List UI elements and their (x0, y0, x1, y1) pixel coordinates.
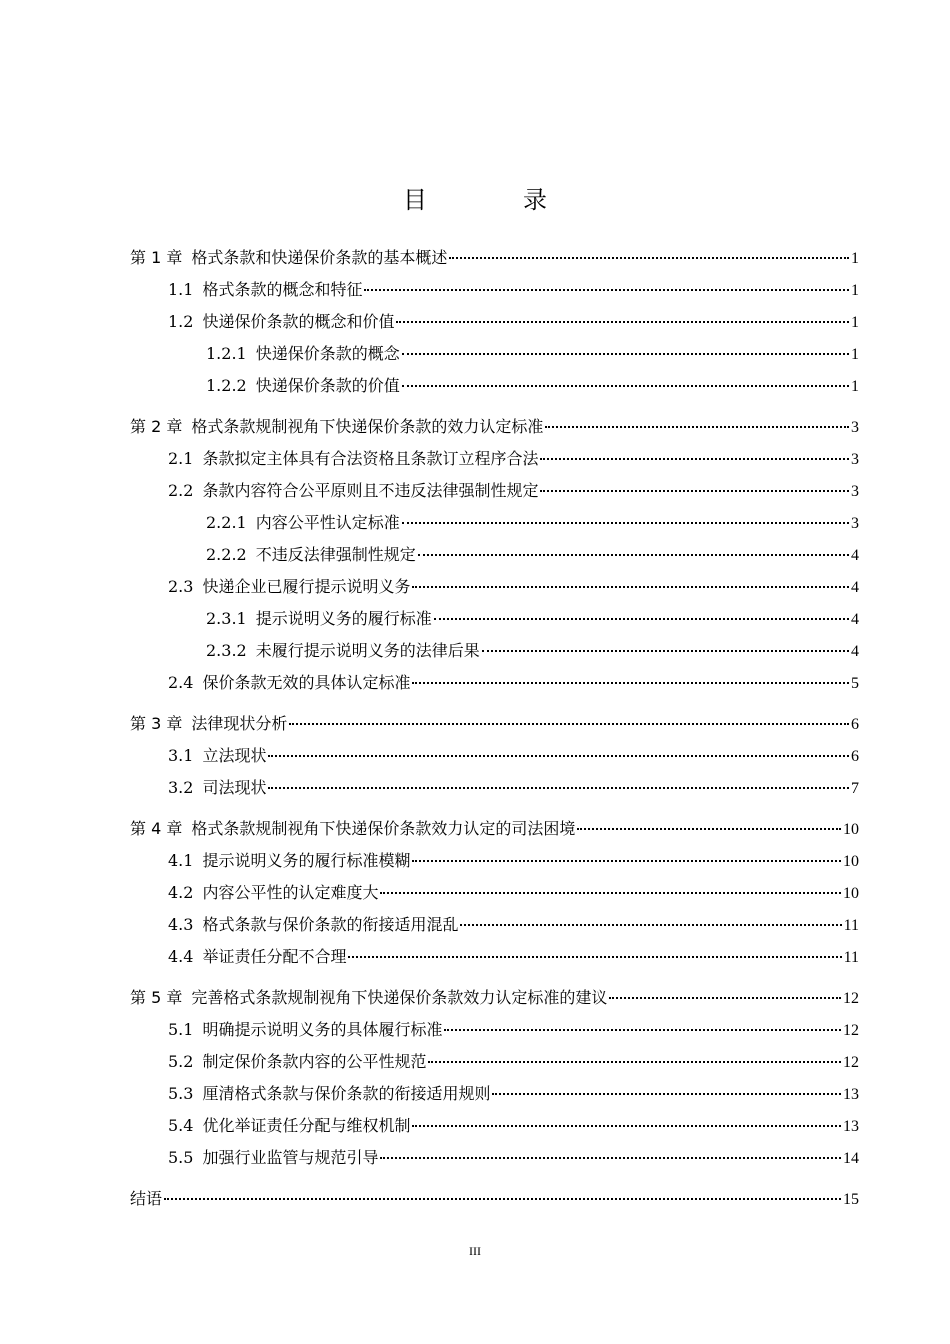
toc-entry-page: 4 (851, 547, 859, 564)
toc-entry-page: 10 (843, 821, 859, 838)
toc-entry-page: 15 (843, 1191, 859, 1208)
toc-dot-leader (444, 1029, 841, 1031)
toc-entry-number: 3.1 (168, 746, 194, 765)
toc-entry-page: 6 (851, 716, 859, 733)
toc-entry-title: 优化举证责任分配与维权机制 (202, 1116, 411, 1135)
toc-dot-leader (402, 385, 849, 387)
toc-entry-title: 格式条款规制视角下快递保价条款的效力认定标准 (191, 417, 544, 436)
toc-entry-title: 明确提示说明义务的具体履行标准 (202, 1020, 443, 1039)
toc-entry[interactable] (168, 278, 859, 302)
toc-entry[interactable] (130, 415, 859, 439)
toc-entry-number: 2.3 (168, 577, 194, 596)
toc-entry[interactable] (168, 1114, 859, 1138)
toc-dot-leader (412, 860, 841, 862)
toc-entry-title: 格式条款的概念和特征 (202, 280, 363, 299)
toc-entry[interactable] (130, 246, 859, 270)
toc-dot-leader (289, 723, 849, 725)
toc-entry-title: 格式条款规制视角下快递保价条款效力认定的司法困境 (191, 819, 576, 838)
toc-entry-title: 加强行业监管与规范引导 (202, 1148, 379, 1167)
toc-entry[interactable] (206, 607, 859, 631)
toc-entry-page: 10 (843, 853, 859, 870)
toc-entry-title: 快递保价条款的概念 (255, 344, 400, 363)
toc-dot-leader (577, 828, 841, 830)
toc-entry-page: 7 (851, 780, 859, 797)
toc-entry[interactable] (168, 945, 859, 969)
toc-dot-leader (380, 1157, 841, 1159)
toc-entry-page: 6 (851, 748, 859, 765)
toc-dot-leader (545, 426, 849, 428)
toc-entry-title: 内容公平性的认定难度大 (202, 883, 379, 902)
toc-entry-number: 第 5 章 (130, 988, 183, 1007)
toc-entry-page: 4 (851, 643, 859, 660)
toc-entry-title: 不违反法律强制性规定 (255, 545, 416, 564)
toc-entry-number: 4.1 (168, 851, 194, 870)
toc-entry[interactable] (206, 342, 859, 366)
toc-dot-leader (428, 1061, 841, 1063)
toc-dot-leader (540, 490, 849, 492)
toc-entry-title: 未履行提示说明义务的法律后果 (255, 641, 480, 660)
toc-entry-number: 5.4 (168, 1116, 194, 1135)
toc-entry-title: 快递保价条款的价值 (255, 376, 400, 395)
toc-entry-title: 提示说明义务的履行标准模糊 (202, 851, 411, 870)
toc-entry-number: 2.2.1 (206, 513, 247, 532)
toc-entry-number: 3.2 (168, 778, 194, 797)
toc-dot-leader (482, 650, 849, 652)
toc-dot-leader (418, 554, 849, 556)
toc-entry[interactable] (168, 744, 859, 768)
toc-entry-title: 厘清格式条款与保价条款的衔接适用规则 (202, 1084, 491, 1103)
toc-entry-number: 2.3.1 (206, 609, 247, 628)
toc-dot-leader (412, 682, 849, 684)
toc-entry-number: 1.2.1 (206, 344, 247, 363)
toc-entry[interactable] (130, 986, 859, 1010)
toc-title: 目 录 (403, 186, 583, 214)
toc-entry-number: 第 4 章 (130, 819, 183, 838)
toc-dot-leader (402, 353, 849, 355)
toc-dot-leader (540, 458, 849, 460)
toc-entry-title: 条款拟定主体具有合法资格且条款订立程序合法 (202, 449, 539, 468)
toc-dot-leader (492, 1093, 841, 1095)
toc-entry-page: 1 (851, 282, 859, 299)
toc-entry-title: 制定保价条款内容的公平性规范 (202, 1052, 427, 1071)
toc-entry-page: 1 (851, 378, 859, 395)
toc-entry-title: 举证责任分配不合理 (202, 947, 347, 966)
toc-entry-number: 5.3 (168, 1084, 194, 1103)
toc-entry-number: 5.1 (168, 1020, 194, 1039)
toc-dot-leader (268, 787, 849, 789)
toc-entry-number: 1.2.2 (206, 376, 247, 395)
toc-entry[interactable] (168, 913, 859, 937)
toc-entry[interactable] (168, 479, 859, 503)
toc-dot-leader (396, 321, 849, 323)
toc-dot-leader (402, 522, 849, 524)
toc-entry[interactable] (168, 671, 859, 695)
toc-entry[interactable] (168, 1146, 859, 1170)
toc-entry-page: 3 (851, 483, 859, 500)
toc-entry-page: 12 (843, 1022, 859, 1039)
toc-entry-page: 1 (851, 346, 859, 363)
toc-entry-page: 13 (843, 1118, 859, 1135)
toc-entry-page: 3 (851, 419, 859, 436)
toc-entry-page: 11 (843, 949, 859, 966)
toc-entry-title: 提示说明义务的履行标准 (255, 609, 432, 628)
toc-entry[interactable] (168, 447, 859, 471)
toc-entry[interactable] (168, 1018, 859, 1042)
toc-dot-leader (609, 997, 841, 999)
toc-entry[interactable] (206, 511, 859, 535)
toc-entry-number: 第 3 章 (130, 714, 183, 733)
toc-entry[interactable] (130, 1187, 859, 1211)
toc-entry-number: 第 2 章 (130, 417, 183, 436)
toc-entry-title: 立法现状 (202, 746, 267, 765)
toc-entry-title: 快递保价条款的概念和价值 (202, 312, 395, 331)
toc-entry[interactable] (206, 639, 859, 663)
toc-entry-title: 快递企业已履行提示说明义务 (202, 577, 411, 596)
toc-entry-title: 结语 (130, 1189, 163, 1208)
toc-entry-page: 12 (843, 1054, 859, 1071)
toc-entry[interactable] (130, 712, 859, 736)
toc-entry-number: 2.2.2 (206, 545, 247, 564)
toc-entry-number: 4.3 (168, 915, 194, 934)
toc-entry-number: 2.3.2 (206, 641, 247, 660)
toc-entry-page: 4 (851, 611, 859, 628)
toc-entry[interactable] (168, 1050, 859, 1074)
toc-entry-number: 2.2 (168, 481, 194, 500)
toc-entry-number: 第 1 章 (130, 248, 183, 267)
toc-entry-title: 格式条款和快递保价条款的基本概述 (191, 248, 448, 267)
toc-entry-page: 4 (851, 579, 859, 596)
toc-entry-page: 3 (851, 451, 859, 468)
toc-entry[interactable] (168, 575, 859, 599)
toc-entry-number: 5.5 (168, 1148, 194, 1167)
toc-entry[interactable] (168, 881, 859, 905)
toc-entry[interactable] (206, 543, 859, 567)
toc-entry-number: 2.1 (168, 449, 194, 468)
toc-dot-leader (449, 257, 849, 259)
toc-entry-page: 12 (843, 990, 859, 1007)
toc-entry-number: 1.1 (168, 280, 194, 299)
toc-dot-leader (380, 892, 841, 894)
toc-entry-number: 5.2 (168, 1052, 194, 1071)
toc-entry-title: 内容公平性认定标准 (255, 513, 400, 532)
toc-entry-page: 13 (843, 1086, 859, 1103)
toc-dot-leader (164, 1198, 841, 1200)
toc-entry-title: 法律现状分析 (191, 714, 288, 733)
toc-entry-page: 1 (851, 314, 859, 331)
toc-entry[interactable] (168, 776, 859, 800)
toc-entry-title: 司法现状 (202, 778, 267, 797)
toc-entry[interactable] (168, 1082, 859, 1106)
toc-entry-number: 4.2 (168, 883, 194, 902)
page-number-footer: III (469, 1244, 481, 1258)
toc-entry-page: 11 (843, 917, 859, 934)
toc-entry-title: 条款内容符合公平原则且不违反法律强制性规定 (202, 481, 539, 500)
toc-dot-leader (460, 924, 841, 926)
toc-entry-number: 1.2 (168, 312, 194, 331)
toc-dot-leader (364, 289, 849, 291)
toc-dot-leader (412, 1125, 841, 1127)
toc-entry-page: 5 (851, 675, 859, 692)
toc-entry-page: 1 (851, 250, 859, 267)
toc-dot-leader (412, 586, 849, 588)
toc-entry[interactable] (168, 310, 859, 334)
toc-entry-title: 完善格式条款规制视角下快递保价条款效力认定标准的建议 (191, 988, 608, 1007)
toc-dot-leader (268, 755, 849, 757)
toc-entry-number: 2.4 (168, 673, 194, 692)
toc-dot-leader (348, 956, 841, 958)
toc-entry-number: 4.4 (168, 947, 194, 966)
toc-dot-leader (434, 618, 849, 620)
toc-entry[interactable] (206, 374, 859, 398)
toc-entry-title: 格式条款与保价条款的衔接适用混乱 (202, 915, 459, 934)
toc-entry[interactable] (168, 849, 859, 873)
toc-entry-title: 保价条款无效的具体认定标准 (202, 673, 411, 692)
toc-entry-page: 3 (851, 515, 859, 532)
toc-entry-page: 10 (843, 885, 859, 902)
toc-entry[interactable] (130, 817, 859, 841)
toc-entry-page: 14 (843, 1150, 859, 1167)
